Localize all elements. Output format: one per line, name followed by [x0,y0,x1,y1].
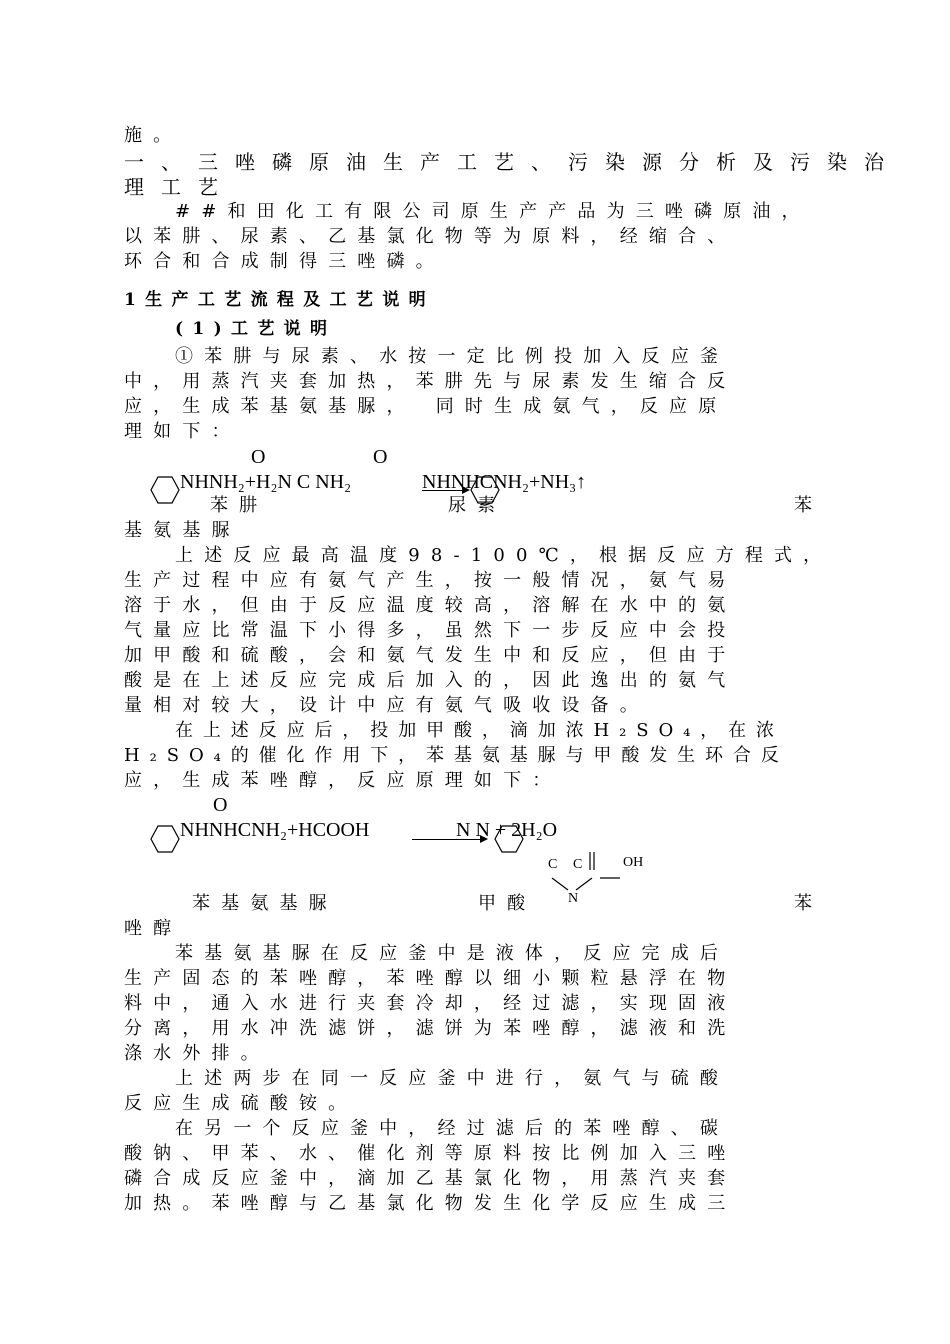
hydroxyl-label: OH [623,855,644,870]
paragraph-line: 加热。苯唑醇与乙基氯化物发生化学反应生成三 [124,1193,737,1214]
paragraph-line: 分离，用水冲洗滤饼，滤饼为苯唑醇，滤液和洗 [124,1018,737,1039]
subsubsection-heading: (1)工艺说明 [175,319,337,339]
paragraph-line: 在另一个反应釜中，经过滤后的苯唑醇、碳 [175,1118,730,1139]
reaction-formula-left: NHNHCNH₂+HCOOH [180,819,370,841]
paragraph-line: 磷合成反应釜中，滴加乙基氯化物，用蒸汽夹套 [124,1168,737,1189]
paragraph-line: 在上述反应后，投加甲酸，滴加浓H₂SO₄，在浓 [175,720,784,741]
paragraph-line: 理如下： [124,421,241,442]
reaction-formula-right: N N + 2H₂O [456,819,558,841]
paragraph-line: 中，用蒸汽夹套加热，苯肼先与尿素发生缩合反 [124,371,737,392]
paragraph-line: 反应生成硫酸铵。 [124,1093,358,1114]
ring-carbon-label: C [573,857,583,872]
label-reactant: 苯基氨基脲 [192,893,338,914]
subsection-heading: 1生产工艺流程及工艺说明 [124,290,436,310]
paragraph-line: 应，生成苯唑醇，反应原理如下： [124,770,562,791]
paragraph-line: ##和田化工有限公司原生产产品为三唑磷原油， [175,201,811,222]
section-heading-cont: 理工艺 [124,175,235,199]
label-formic-acid: 甲酸 [478,893,537,914]
paragraph-line: 加甲酸和硫酸，会和氨气发生中和反应，但由于 [124,645,737,666]
reaction-formula-right: NHNHCNH₂+NH₃↑ [422,471,587,493]
label-phenylhydrazine: 苯肼 [210,495,269,516]
paragraph-line: 基氨基脲 [124,520,241,541]
paragraph-line: 酸钠、甲苯、水、催化剂等原料按比例加入三唑 [124,1143,737,1164]
paragraph-line: 酸是在上述反应完成后加入的，因此逸出的氨气 [124,670,737,691]
benzene-ring-icon [150,824,180,854]
paragraph-line: 唑醇 [124,918,183,939]
paragraph-line: 应，生成苯基氨基脲， 同时生成氨气，反应原 [124,396,728,417]
paragraph-line: 涤水外排。 [124,1043,270,1064]
text-line: 施。 [124,125,183,146]
paragraph-line: 溶于水，但由于反应温度较高，溶解在水中的氨 [124,595,737,616]
paragraph-line: 苯基氨基脲在反应釜中是液体，反应完成后 [175,943,730,964]
oxygen-label: O [251,446,266,468]
label-urea: 尿素 [448,495,507,516]
ring-carbon-label: C [548,857,558,872]
paragraph-line: 量相对较大，设计中应有氨气吸收设备。 [124,695,649,716]
paragraph-line: 上述反应最高温度98-100℃，根据反应方程式， [175,545,833,566]
label-product: 苯 [794,495,824,516]
paragraph-line: ①苯肼与尿素、水按一定比例投加入反应釜 [175,346,730,367]
paragraph-line: 上述两步在同一反应釜中进行，氨气与硫酸 [175,1068,730,1089]
paragraph-line: H₂SO₄的催化作用下，苯基氨基脲与甲酸发生环合反 [124,745,789,766]
reaction-formula-left: NHNH₂+H₂N C NH₂ [180,471,352,493]
ring-nitrogen-label: N [568,891,579,906]
benzene-ring-icon [150,475,180,505]
label-product: 苯 [794,893,824,914]
oxygen-label: O [373,446,388,468]
section-heading: 一、三唑磷原油生产工艺、污染源分析及污染治 [124,150,901,174]
paragraph-line: 环合和合成制得三唑磷。 [124,251,445,272]
paragraph-line: 气量应比常温下小得多，虽然下一步反应中会投 [124,620,737,641]
oxygen-label: O [213,794,228,816]
paragraph-line: 生产固态的苯唑醇，苯唑醇以细小颗粒悬浮在物 [124,968,737,989]
paragraph-line: 以苯肼、尿素、乙基氯化物等为原料，经缩合、 [124,226,737,247]
paragraph-line: 生产过程中应有氨气产生，按一般情况，氨气易 [124,570,737,591]
paragraph-line: 料中，通入水进行夹套冷却，经过滤，实现固液 [124,993,737,1014]
